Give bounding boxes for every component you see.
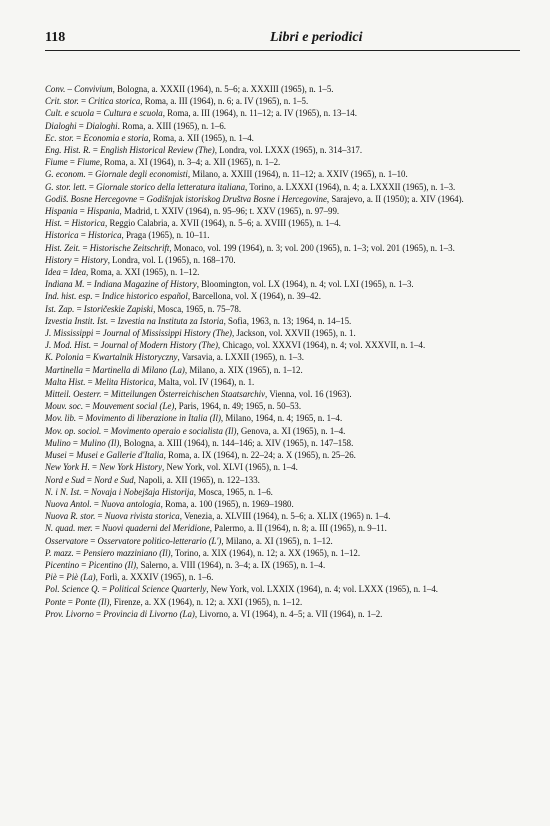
entry-separator: = xyxy=(77,206,87,217)
entry-abbreviation: J. Mississippi xyxy=(45,328,94,339)
entry-separator: = xyxy=(73,132,84,143)
entry-separator: = xyxy=(73,547,84,558)
periodical-entry xyxy=(45,315,515,327)
entry-title: Istoričeskie Zapiski xyxy=(83,303,154,314)
entry-details: , Praga (1965), n. 10–11. xyxy=(121,230,210,241)
periodical-entry xyxy=(45,351,515,363)
entry-details: , Livorno, a. VI (1964), n. 4–5; a. VII (1964), n. 1–2. xyxy=(194,608,383,619)
entry-separator: = xyxy=(56,572,67,583)
periodical-entry xyxy=(45,266,515,278)
entry-title: Mouvement social (Le) xyxy=(92,401,175,412)
entry-abbreviation: Prov. Livorno xyxy=(45,608,94,619)
periodical-entry xyxy=(45,596,515,608)
entry-abbreviation: Izvestia Instit. Ist. xyxy=(45,315,109,326)
entry-title: Giornale storico della letteratura italiana xyxy=(96,181,246,192)
entry-separator: = xyxy=(92,291,103,302)
entry-separator: = xyxy=(92,523,103,534)
periodical-entry xyxy=(45,571,515,583)
entry-details: , Napoli, a. XII (1965), n. 122–133. xyxy=(133,474,260,485)
entry-details: , Roma, a. XXI (1965), n. 1–12. xyxy=(86,267,200,278)
entry-abbreviation: Picentino xyxy=(45,559,80,570)
entry-details: , New York, vol. LXXIX (1964), n. 4; vol. LXXX (1965), n. 1–4. xyxy=(206,584,438,595)
entry-title: Dialoghi xyxy=(86,120,118,131)
entry-abbreviation: Ind. hist. esp. xyxy=(45,291,93,302)
entry-details: , Jackson, vol. XXVII (1965), n. 1. xyxy=(231,328,356,339)
entry-details: , Bologna, a. XIII (1964), n. 144–146; a. XIV (1965), n. 147–158. xyxy=(119,437,354,448)
entry-title: History xyxy=(81,254,108,265)
entry-abbreviation: Hispania xyxy=(45,206,78,217)
entry-details: , Roma, a. III (1964), n. 6; a. IV (1965), n. 1–5. xyxy=(140,96,309,107)
entry-separator: = xyxy=(66,450,77,461)
entry-details: , Mosca, 1965, n. 1–6. xyxy=(193,486,273,497)
entry-separator: = xyxy=(84,279,94,290)
entry-details: , Salerno, a. VIII (1964), n. 3–4; a. IX (1965), n. 1–4. xyxy=(136,559,326,570)
entry-abbreviation: Dialoghi xyxy=(45,120,77,131)
entry-separator: = xyxy=(76,120,87,131)
entry-separator: = xyxy=(60,267,71,278)
entry-separator: = xyxy=(65,596,76,607)
entry-abbreviation: Mulino xyxy=(45,437,71,448)
entry-details: , Roma, a. IX (1964), n. 22–24; a. X (1965), n. 25–26. xyxy=(163,450,356,461)
entry-title: Convivium xyxy=(74,84,113,94)
entry-abbreviation: Hist. Zeit. xyxy=(45,242,81,253)
entry-details: , Barcellona, vol. X (1964), n. 39–42. xyxy=(187,291,321,302)
entry-details: , Malta, vol. IV (1964), n. 1. xyxy=(153,376,255,387)
entry-abbreviation: P. mazz. xyxy=(45,547,74,558)
entry-separator: = xyxy=(93,328,103,339)
entry-details: , Genova, a. XI (1965), n. 1–4. xyxy=(236,425,346,436)
entry-separator: – xyxy=(65,84,75,94)
entry-title: Journal of Mississippi History (The) xyxy=(102,328,232,339)
entry-title: Nuovi quaderni del Meridione xyxy=(102,523,210,534)
entry-separator: = xyxy=(84,474,95,485)
entry-details: , Paris, 1964, n. 49; 1965, n. 50–53. xyxy=(174,401,302,412)
entry-abbreviation: New York H. xyxy=(45,462,90,473)
periodical-entry xyxy=(45,510,515,522)
entry-separator: = xyxy=(95,511,105,522)
entry-abbreviation: Nuova Antol. xyxy=(45,498,92,509)
entry-abbreviation: History xyxy=(45,254,72,265)
entry-title: Mitteilungen Österreichischen Staatsarchiv xyxy=(110,389,266,400)
entry-abbreviation: G. stor. lett. xyxy=(45,181,87,192)
periodical-entry xyxy=(45,107,515,119)
entry-separator: = xyxy=(74,303,84,314)
entry-details: , Torino, a. LXXXI (1964), n. 4; a. LXXXII (1965), n. 1–3. xyxy=(245,181,456,192)
entry-abbreviation: Indiana M. xyxy=(45,279,85,290)
entry-title: Historica xyxy=(87,230,122,241)
entry-title: Godišnjak istoriskog Društva Bosne i Hercegovine xyxy=(146,193,327,204)
entry-abbreviation: Mov. op. sociol. xyxy=(45,425,102,436)
entry-separator: = xyxy=(83,401,93,412)
entry-details: , Sofia, 1963, n. 13; 1964, n. 14–15. xyxy=(223,315,352,326)
entry-details: , Roma, a. XI (1964), n. 3–4; a. XII (1965), n. 1–2. xyxy=(99,157,281,168)
entry-details: , Firenze, a. XX (1964), n. 12; a. XXI (1965), n. 1–12. xyxy=(109,596,303,607)
entry-separator: = xyxy=(90,145,101,156)
entry-details: , Madrid, t. XXIV (1964), n. 95–96; t. XXV (1965), n. 97–99. xyxy=(119,206,340,217)
entry-separator: = xyxy=(91,498,102,509)
periodical-entry xyxy=(45,290,515,302)
periodical-entry xyxy=(45,400,515,412)
entry-title: Musei e Gallerie d'Italia xyxy=(76,450,164,461)
periodical-entry xyxy=(45,486,515,498)
periodical-entry xyxy=(45,156,515,168)
entry-separator: = xyxy=(81,486,91,497)
periodical-entry xyxy=(45,449,515,461)
entry-title: Cultura e scuola xyxy=(103,108,163,119)
entry-details: , Forlì, a. XXXIV (1965), n. 1–6. xyxy=(95,572,214,583)
page-number: 118 xyxy=(45,30,66,45)
entry-abbreviation: Nord e Sud xyxy=(45,474,85,485)
entry-abbreviation: Crit. stor. xyxy=(45,96,79,107)
entry-abbreviation: Mov. lib. xyxy=(45,413,77,424)
entry-abbreviation: N. i N. Ist. xyxy=(45,486,82,497)
entry-separator: = xyxy=(79,559,89,570)
periodical-entry xyxy=(45,547,515,559)
entry-details: , Varsavia, a. LXXII (1965), n. 1–3. xyxy=(177,352,305,363)
entry-separator: = xyxy=(78,96,89,107)
entry-details: , Roma, a. XII (1965), n. 1–4. xyxy=(148,132,254,143)
entry-title: Picentino (Il) xyxy=(88,559,137,570)
periodical-entry xyxy=(45,364,515,376)
entry-details: , Reggio Calabria, a. XVII (1964), n. 5–6; a. XVIII (1965), n. 1–4. xyxy=(105,218,341,229)
periodical-entry xyxy=(45,181,515,193)
periodical-entry xyxy=(45,254,515,266)
periodical-entry xyxy=(45,339,515,351)
entry-title: Kwartalnik Historyczny xyxy=(92,352,178,363)
entry-title: Political Science Quarterly xyxy=(109,584,207,595)
entry-title: Martinella di Milano (La) xyxy=(92,364,185,375)
entry-title: Indice historico español xyxy=(102,291,188,302)
periodical-entry xyxy=(45,144,515,156)
entry-title: Pensiero mazziniano (Il) xyxy=(83,547,171,558)
entry-separator: = xyxy=(82,364,93,375)
periodical-entry xyxy=(45,388,515,400)
entry-abbreviation: Conv. xyxy=(45,84,66,94)
page-header xyxy=(45,28,520,51)
entry-title: Movimento operaio e socialista (Il) xyxy=(110,425,237,436)
entry-details: , Palermo, a. II (1964), n. 8; a. III (1965), n. 9–11. xyxy=(209,523,387,534)
entry-separator: = xyxy=(94,108,104,119)
entry-abbreviation: Historica xyxy=(45,230,79,241)
entry-abbreviation: N. quad. mer. xyxy=(45,523,93,534)
periodical-entry xyxy=(45,535,515,547)
entry-abbreviation: J. Mod. Hist. xyxy=(45,340,92,351)
entry-abbreviation: Nuova R. stor. xyxy=(45,511,96,522)
periodical-entry xyxy=(45,474,515,486)
entry-abbreviation: Piè xyxy=(45,572,57,583)
entry-separator: = xyxy=(80,242,90,253)
entry-separator: = xyxy=(101,425,111,436)
entry-abbreviation: Malta Hist. xyxy=(45,376,86,387)
entry-title: Idea xyxy=(70,267,87,278)
entry-separator: = xyxy=(67,157,78,168)
entry-title: Journal of Modern History (The) xyxy=(100,340,218,351)
entry-title: Movimento di liberazione in Italia (Il) xyxy=(85,413,221,424)
periodical-entry xyxy=(45,132,515,144)
entry-abbreviation: Pol. Science Q. xyxy=(45,584,100,595)
entry-separator: = xyxy=(137,193,147,204)
periodical-entry xyxy=(45,559,515,571)
entry-title: Indiana Magazine of History xyxy=(93,279,197,290)
entry-abbreviation: Ist. Zap. xyxy=(45,303,75,314)
running-title: Libri e periodici xyxy=(270,30,363,45)
entry-details: , Milano, a. XI (1965), n. 1–12. xyxy=(221,535,333,546)
entry-title: Nuova rivista storica xyxy=(104,511,180,522)
periodical-entry xyxy=(45,412,515,424)
entry-title: New York History xyxy=(99,462,163,473)
entry-title: Giornale degli economisti xyxy=(95,169,188,180)
entry-details: , Torino, a. XIX (1964), n. 12; a. XX (1965), n. 1–12. xyxy=(170,547,361,558)
periodical-entry xyxy=(45,217,515,229)
entry-abbreviation: G. econom. xyxy=(45,169,86,180)
entry-abbreviation: K. Polonia xyxy=(45,352,84,363)
entry-details: , Venezia, a. XLVIII (1964), n. 5–6; a. XLIX (1965) n. 1–4. xyxy=(179,511,391,522)
periodical-entry xyxy=(45,95,515,107)
periodical-entry xyxy=(45,205,515,217)
entry-details: , Milano, a. XIX (1965), n. 1–12. xyxy=(184,364,303,375)
entry-details: , Bologna, a. XXXII (1964), n. 5–6; a. XXXIII (1965), n. 1–5. xyxy=(112,84,334,94)
entry-separator: = xyxy=(71,254,82,265)
entry-separator: = xyxy=(108,315,118,326)
periodicals-list xyxy=(45,83,515,620)
entry-abbreviation: Idea xyxy=(45,267,61,278)
entry-separator: = xyxy=(70,437,81,448)
entry-title: Osservatore politico-letterario (L') xyxy=(97,535,222,546)
periodical-entry xyxy=(45,229,515,241)
entry-separator: = xyxy=(88,535,98,546)
periodical-entry xyxy=(45,327,515,339)
entry-details: , Sarajevo, a. II (1950); a. XIV (1964). xyxy=(326,193,464,204)
entry-details: , New York, vol. XLVI (1965), n. 1–4. xyxy=(162,462,298,473)
entry-details: , Bloomington, vol. LX (1964), n. 4; vol. LXI (1965), n. 1–3. xyxy=(196,279,414,290)
entry-title: Provincia di Livorno (La) xyxy=(103,608,195,619)
entry-separator: = xyxy=(89,462,100,473)
entry-details: , Vienna, vol. 16 (1963). xyxy=(265,389,352,400)
entry-separator: = xyxy=(101,389,111,400)
entry-details: , Roma, a. 100 (1965), n. 1969–1980. xyxy=(160,498,294,509)
periodical-entry xyxy=(45,278,515,290)
entry-abbreviation: Hist. xyxy=(45,218,63,229)
entry-title: Ponte (Il) xyxy=(75,596,110,607)
entry-title: Critica storica xyxy=(88,96,141,107)
entry-separator: = xyxy=(76,413,86,424)
entry-abbreviation: Ponte xyxy=(45,596,66,607)
entry-title: Melita Historica xyxy=(94,376,154,387)
entry-separator: = xyxy=(85,169,96,180)
entry-title: Izvestia na Instituta za Istoria xyxy=(117,315,224,326)
entry-title: Nord e Sud xyxy=(94,474,134,485)
periodical-entry xyxy=(45,120,515,132)
entry-separator: = xyxy=(91,340,101,351)
entry-title: Historica xyxy=(71,218,105,229)
entry-details: , Monaco, vol. 199 (1964), n. 3; vol. 200 (1965), n. 1–3; vol. 201 (1965), n. 1–3. xyxy=(169,242,455,253)
periodical-entry xyxy=(45,193,515,205)
entry-details: . Roma, a. XIII (1965), n. 1–6. xyxy=(117,120,227,131)
entry-title: Nuova antologia xyxy=(101,498,161,509)
periodical-entry xyxy=(45,376,515,388)
entry-title: Historische Zeitschrift xyxy=(89,242,170,253)
entry-abbreviation: Mouv. soc. xyxy=(45,401,84,412)
entry-title: Piè (La) xyxy=(66,572,96,583)
periodical-entry xyxy=(45,83,515,95)
entry-abbreviation: Ec. stor. xyxy=(45,132,74,143)
entry-title: Novaja i Nobejšaja Historija xyxy=(90,486,194,497)
periodical-entry xyxy=(45,437,515,449)
periodical-entry xyxy=(45,522,515,534)
periodical-entry xyxy=(45,461,515,473)
entry-separator: = xyxy=(99,584,110,595)
entry-details: , Milano, 1964, n. 4; 1965, n. 1–4. xyxy=(220,413,343,424)
entry-abbreviation: Fiume xyxy=(45,157,68,168)
entry-abbreviation: Osservatore xyxy=(45,535,89,546)
periodical-entry xyxy=(45,303,515,315)
entry-abbreviation: Martinella xyxy=(45,364,83,375)
entry-title: Mulino (Il) xyxy=(80,437,120,448)
periodical-entry xyxy=(45,168,515,180)
periodical-entry xyxy=(45,242,515,254)
periodical-entry xyxy=(45,425,515,437)
entry-title: Hispania xyxy=(87,206,120,217)
entry-details: , Milano, a. XXIII (1964), n. 11–12; a. XXIV (1965), n. 1–10. xyxy=(187,169,408,180)
entry-details: , Roma, a. III (1964), n. 11–12; a. IV (1965), n. 13–14. xyxy=(162,108,357,119)
entry-separator: = xyxy=(85,376,95,387)
entry-abbreviation: Cult. e scuola xyxy=(45,108,95,119)
entry-separator: = xyxy=(93,608,104,619)
periodical-entry xyxy=(45,583,515,595)
entry-details: , Chicago, vol. XXXVI (1964), n. 4; vol. XXXVII, n. 1–4. xyxy=(217,340,426,351)
entry-abbreviation: Musei xyxy=(45,450,67,461)
entry-abbreviation: Godiš. Bosne Hercegovne xyxy=(45,193,138,204)
entry-details: , Londra, vol. LXXX (1965), n. 314–317. xyxy=(214,145,363,156)
entry-separator: = xyxy=(78,230,88,241)
entry-details: , Mosca, 1965, n. 75–78. xyxy=(153,303,242,314)
entry-abbreviation: Eng. Hist. R. xyxy=(45,145,91,156)
entry-separator: = xyxy=(83,352,93,363)
entry-separator: = xyxy=(86,181,97,192)
entry-separator: = xyxy=(62,218,72,229)
entry-title: Fiume xyxy=(77,157,100,168)
periodical-entry xyxy=(45,498,515,510)
periodical-entry xyxy=(45,608,515,620)
entry-details: , Londra, vol. L (1965), n. 168–170. xyxy=(107,254,236,265)
entry-title: English Historical Review (The) xyxy=(100,145,215,156)
entry-abbreviation: Mitteil. Oesterr. xyxy=(45,389,102,400)
entry-title: Economia e storia xyxy=(83,132,149,143)
